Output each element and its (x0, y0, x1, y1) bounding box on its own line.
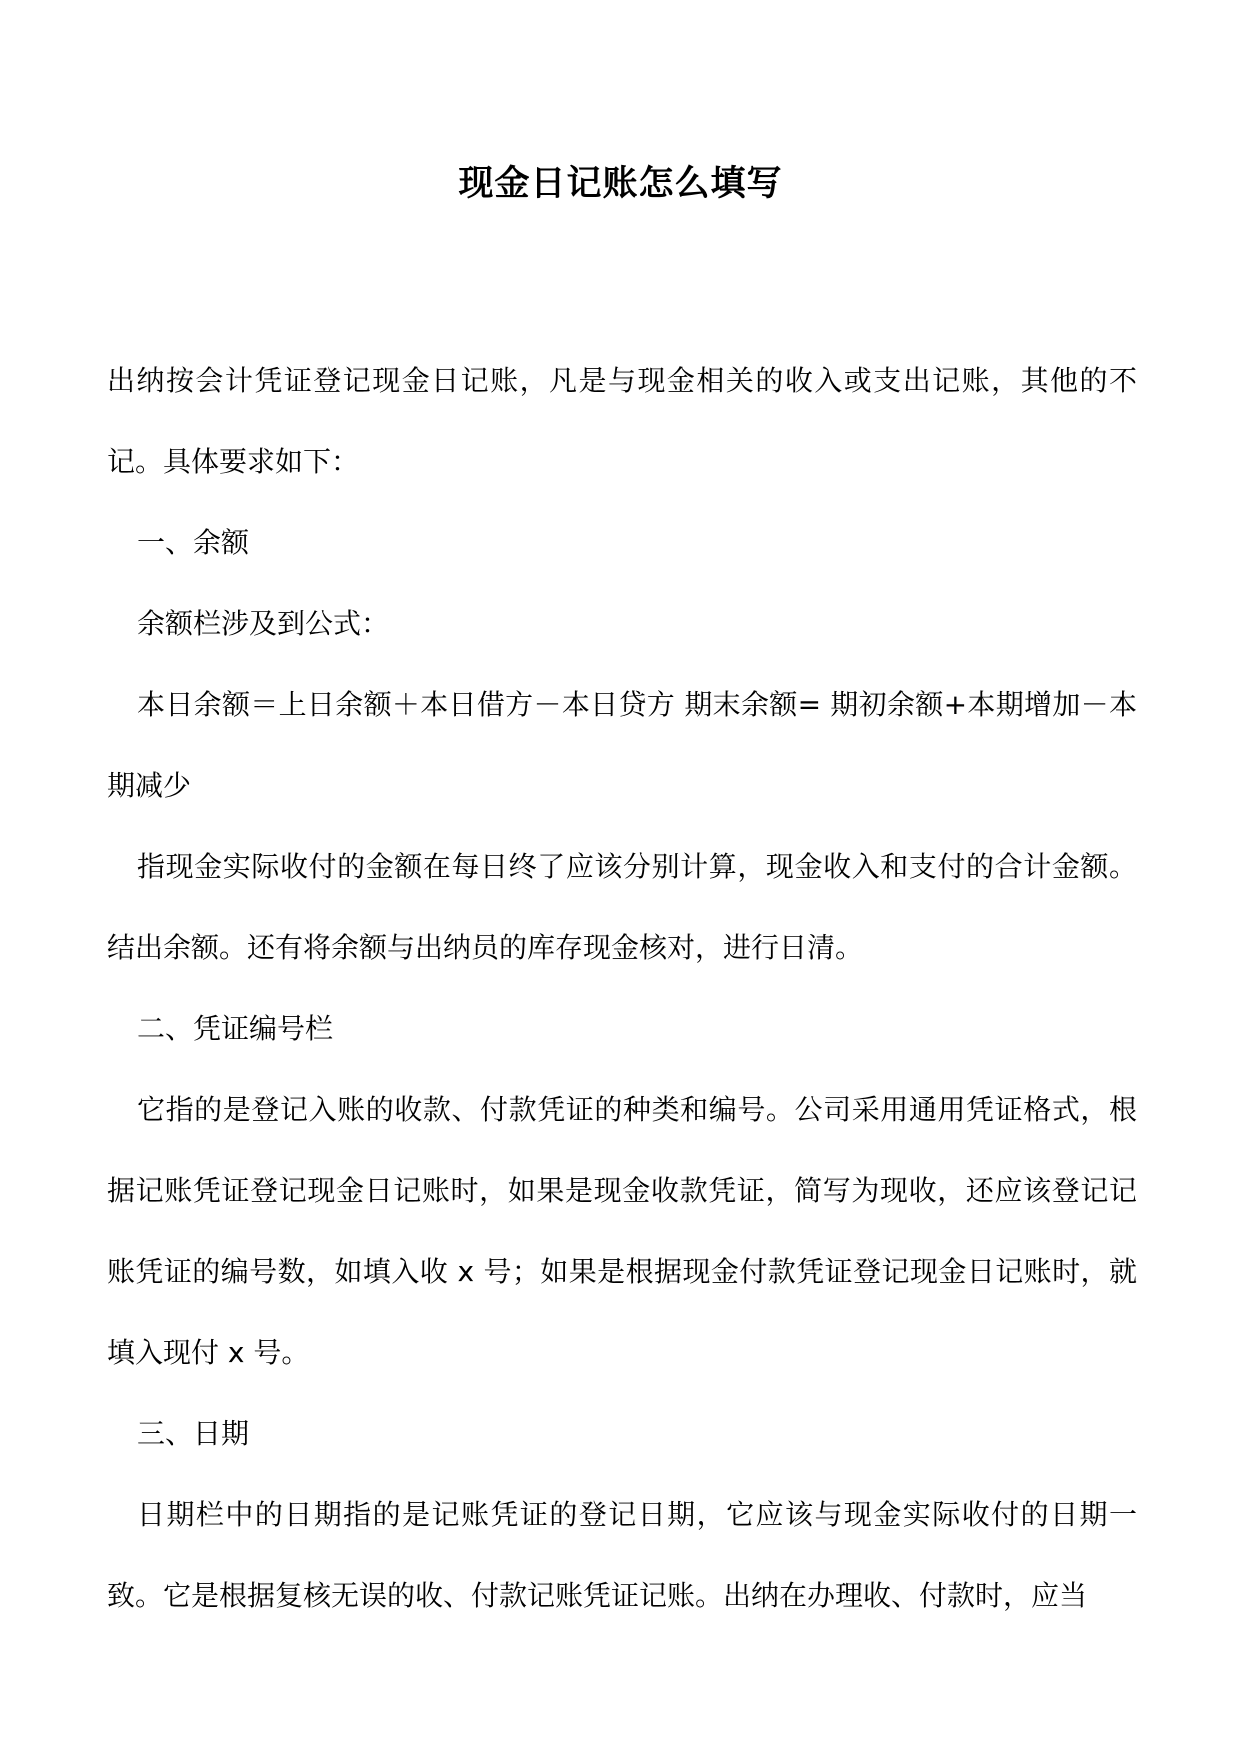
paragraph-balance-formula: 本日余额＝上日余额＋本日借方－本日贷方 期末余额= 期初余额+本期增加－本期减少 (107, 688, 1137, 802)
section-heading-date: 三、日期 (137, 1417, 250, 1450)
paragraph-balance-description: 指现金实际收付的金额在每日终了应该分别计算，现金收入和支付的合计金额。结出余额。还有将余额与出纳员的库存现金核对，进行日清。 (107, 850, 1137, 964)
section-heading-voucher-number: 二、凭证编号栏 (137, 1012, 334, 1045)
paragraph-date-description: 日期栏中的日期指的是记账凭证的登记日期，它应该与现金实际收付的日期一致。它是根据复核无误的收、付款记账凭证记账。出纳在办理收、付款时，应当 (107, 1498, 1137, 1612)
document-body (107, 340, 1137, 1636)
paragraph-balance-formula-intro: 余额栏涉及到公式： (137, 607, 390, 640)
document-title: 现金日记账怎么填写 (458, 163, 783, 204)
paragraph-voucher-number-description: 它指的是登记入账的收款、付款凭证的种类和编号。公司采用通用凭证格式，根据记账凭证登记现金日记账时，如果是现金收款凭证，简写为现收，还应该登记记账凭证的编号数，如填入收 x 号；如果是根据现金付款凭证登记现金日记账时，就填入现付 x 号。 (107, 1093, 1137, 1369)
paragraph-intro: 出纳按会计凭证登记现金日记账，凡是与现金相关的收入或支出记账，其他的不记。具体要求如下： (107, 364, 1137, 478)
section-heading-balance: 一、余额 (137, 526, 250, 559)
